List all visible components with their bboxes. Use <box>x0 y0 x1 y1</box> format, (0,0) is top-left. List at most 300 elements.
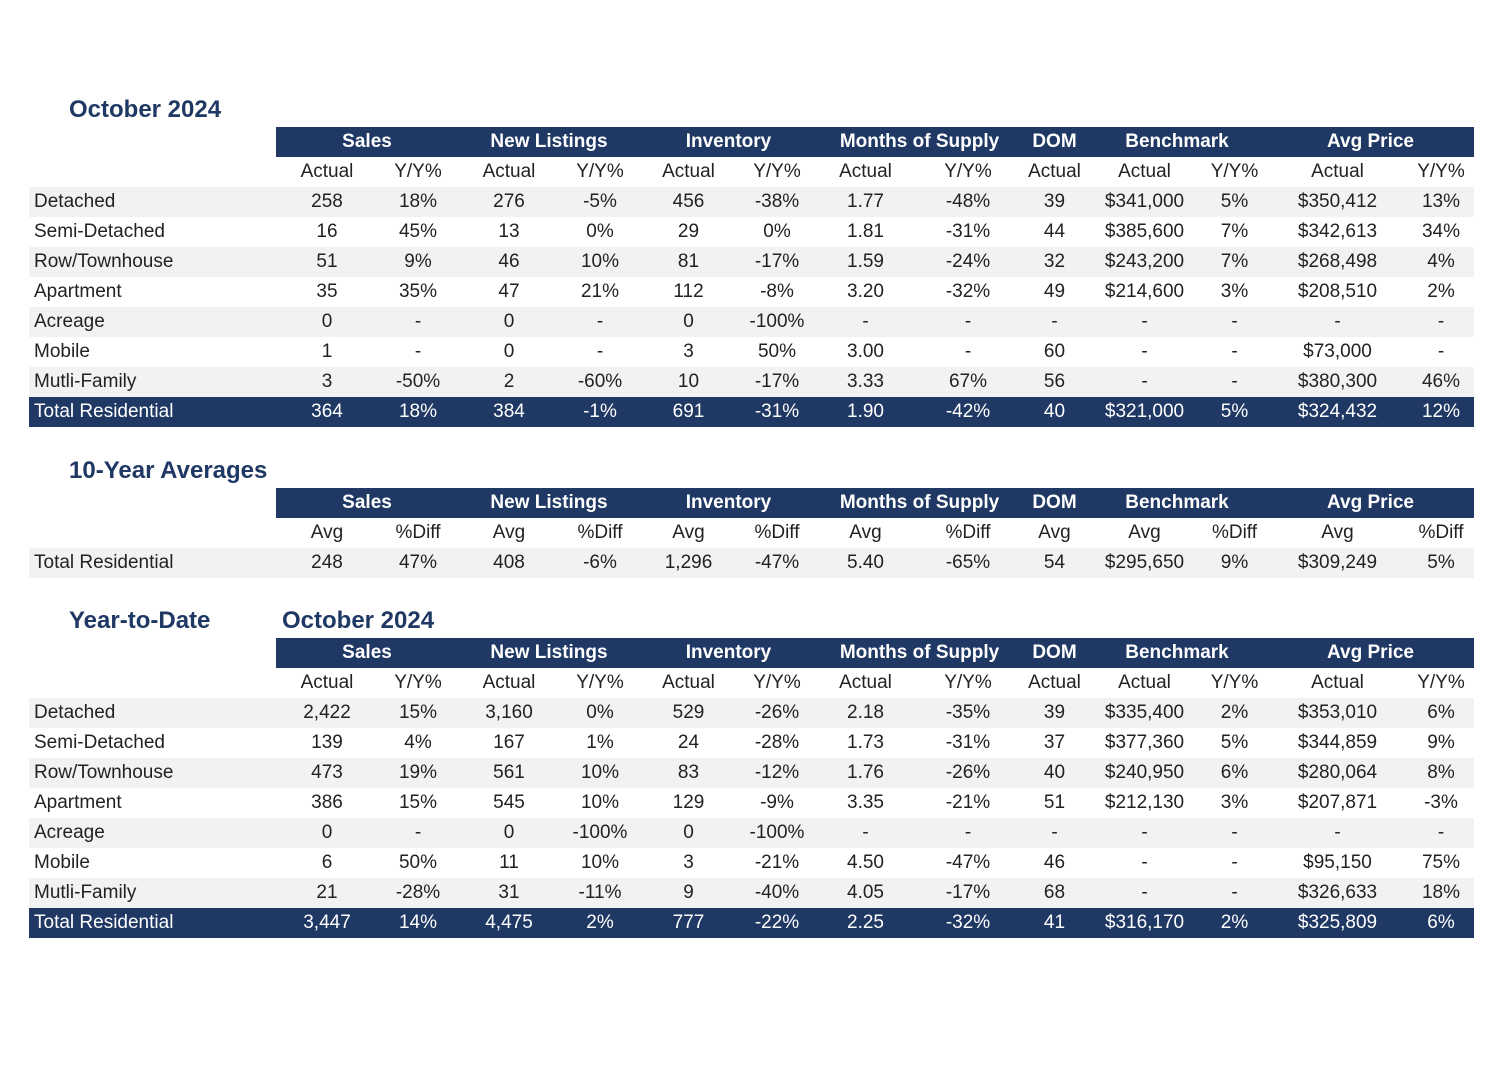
table-cell: 50% <box>757 341 797 362</box>
table-cell: $95,150 <box>1303 852 1372 873</box>
table-cell: 16 <box>316 221 338 242</box>
table-cell: - <box>1408 307 1474 337</box>
total-cell: 6% <box>1408 908 1474 938</box>
group-header: Months of Supply <box>817 127 1022 157</box>
table-cell: 1.81 <box>847 221 884 242</box>
row-label: Semi-Detached <box>34 221 165 242</box>
group-header: DOM <box>1022 488 1087 518</box>
table-cell: 3 <box>276 367 378 397</box>
total-cell: 14% <box>378 908 458 938</box>
total-row <box>29 908 1474 938</box>
total-cell: 384 <box>458 397 560 427</box>
table-cell: $380,300 <box>1267 367 1408 397</box>
table-cell: $385,600 <box>1104 221 1185 242</box>
table-cell: 11 <box>499 852 519 873</box>
total-row-label: Total Residential <box>29 397 276 427</box>
table-cell: -100% <box>560 818 640 848</box>
table-cell: -24% <box>914 247 1022 277</box>
table-row <box>29 728 1474 758</box>
table-cell: 83 <box>640 758 737 788</box>
table-cell: -35% <box>914 698 1022 728</box>
table-cell: 47 <box>498 281 520 302</box>
column-subheader: Y/Y% <box>753 161 801 182</box>
table-cell: - <box>817 818 914 848</box>
table-cell: $208,510 <box>1297 281 1378 302</box>
table-cell: - <box>914 307 1022 337</box>
column-subheader: Avg <box>672 522 705 543</box>
table-cell: 4% <box>404 732 432 753</box>
table-cell: - <box>1202 818 1267 848</box>
table-cell: $350,412 <box>1267 187 1408 217</box>
table-cell: 5% <box>1408 548 1474 578</box>
total-cell: -1% <box>560 397 640 427</box>
table-cell: 2,422 <box>276 698 378 728</box>
table-cell: $377,360 <box>1104 732 1185 753</box>
table-cell: - <box>596 341 604 362</box>
table-row <box>29 848 1474 878</box>
column-subheader: Avg <box>849 522 882 543</box>
table-cell: $341,000 <box>1087 187 1202 217</box>
column-subheader: Actual <box>1118 161 1171 182</box>
total-cell: 2.25 <box>817 908 914 938</box>
row-label: Row/Townhouse <box>29 758 276 788</box>
table-cell: 5.40 <box>817 548 914 578</box>
column-subheader: Actual <box>482 161 536 182</box>
table-cell: -26% <box>737 698 817 728</box>
table-cell: $309,249 <box>1267 548 1408 578</box>
table-cell: -31% <box>945 221 991 242</box>
table-cell: 31 <box>458 878 560 908</box>
table-cell: 21 <box>276 878 378 908</box>
column-subheader: Actual <box>1311 161 1364 182</box>
column-subheader: Y/Y% <box>944 672 992 693</box>
table-cell: 473 <box>276 758 378 788</box>
total-cell: 1.90 <box>817 397 914 427</box>
table-cell: $344,859 <box>1297 732 1378 753</box>
subheader-spacer <box>29 668 276 698</box>
table-cell: 32 <box>1022 247 1087 277</box>
table-cell: -17% <box>914 878 1022 908</box>
table-cell: 37 <box>1043 732 1066 753</box>
table-cell: $295,650 <box>1087 548 1202 578</box>
group-header: Avg Price <box>1267 127 1474 157</box>
table-cell: - <box>1267 307 1408 337</box>
table-cell: 10% <box>580 852 620 873</box>
table-cell: -6% <box>560 548 640 578</box>
subheader-row <box>29 518 1474 548</box>
total-row-label: Total Residential <box>29 908 276 938</box>
group-header: Avg Price <box>1267 638 1474 668</box>
table-cell: 13 <box>498 221 520 242</box>
column-subheader: Actual <box>1028 161 1081 182</box>
table-cell: 18% <box>378 187 458 217</box>
table-cell: 10 <box>640 367 737 397</box>
table-cell: $243,200 <box>1087 247 1202 277</box>
table-cell: 15% <box>378 698 458 728</box>
table-cell: -26% <box>914 758 1022 788</box>
table-cell: 75% <box>1421 852 1461 873</box>
table-cell: -8% <box>760 281 794 302</box>
table-cell: 50% <box>398 852 438 873</box>
table-cell: -65% <box>914 548 1022 578</box>
table-cell: 1.76 <box>817 758 914 788</box>
table-cell: 0 <box>503 341 515 362</box>
column-subheader: Actual <box>662 672 715 693</box>
table-cell: 1 <box>321 341 333 362</box>
column-subheader: Actual <box>1311 672 1364 693</box>
column-subheader: Y/Y% <box>1210 161 1259 182</box>
group-header: New Listings <box>458 488 640 518</box>
group-header: New Listings <box>458 638 640 668</box>
table-cell: 3 <box>683 852 694 873</box>
total-cell: 3,447 <box>276 908 378 938</box>
table-cell: -47% <box>945 852 991 873</box>
table-row <box>29 548 1474 578</box>
table-cell: 6% <box>1202 758 1267 788</box>
column-subheader: Y/Y% <box>1417 672 1465 693</box>
table-cell: - <box>1141 341 1148 362</box>
total-cell: $316,170 <box>1087 908 1202 938</box>
table-cell: 24 <box>677 732 700 753</box>
table-cell: $353,010 <box>1267 698 1408 728</box>
table-row <box>29 307 1474 337</box>
ten-year-averages-table <box>29 488 1474 578</box>
table-cell: 0 <box>276 818 378 848</box>
ytd-section-title: Year-to-Date <box>69 607 211 634</box>
ytd-stats-table <box>29 638 1474 938</box>
table-cell: -21% <box>945 792 991 813</box>
averages-section-title: 10-Year Averages <box>69 457 268 484</box>
row-label: Row/Townhouse <box>29 247 276 277</box>
table-cell: 561 <box>458 758 560 788</box>
table-cell: $207,871 <box>1297 792 1378 813</box>
table-cell: 3 <box>683 341 694 362</box>
total-cell: 5% <box>1202 397 1267 427</box>
row-label: Apartment <box>34 792 122 813</box>
table-row <box>29 698 1474 728</box>
table-cell: - <box>1267 818 1408 848</box>
table-row <box>29 367 1474 397</box>
table-cell: 167 <box>493 732 525 753</box>
table-cell: 0% <box>560 698 640 728</box>
table-row <box>29 217 1474 247</box>
group-header: Benchmark <box>1087 127 1267 157</box>
table-cell: 3.35 <box>847 792 884 813</box>
row-label: Mutli-Family <box>29 878 276 908</box>
table-row <box>29 818 1474 848</box>
total-row <box>29 397 1474 427</box>
table-cell: - <box>1087 878 1202 908</box>
table-cell: -28% <box>754 732 800 753</box>
table-row <box>29 878 1474 908</box>
table-row <box>29 277 1474 307</box>
total-cell: $325,809 <box>1267 908 1408 938</box>
row-label: Semi-Detached <box>34 732 165 753</box>
column-subheader: %Diff <box>395 522 441 543</box>
table-cell: 40 <box>1022 758 1087 788</box>
table-cell: - <box>1087 367 1202 397</box>
column-subheader: Avg <box>310 522 344 543</box>
table-cell: 2% <box>1427 281 1455 302</box>
table-cell: - <box>1202 307 1267 337</box>
table-cell: 47% <box>378 548 458 578</box>
subheader-spacer <box>29 518 276 548</box>
table-row <box>29 758 1474 788</box>
column-subheader: %Diff <box>577 522 623 543</box>
total-cell: 41 <box>1022 908 1087 938</box>
table-cell: $73,000 <box>1303 341 1372 362</box>
table-cell: 51 <box>276 247 378 277</box>
table-cell: 0 <box>276 307 378 337</box>
column-subheader: Avg <box>1128 522 1161 543</box>
table-cell: -100% <box>737 818 817 848</box>
total-cell: $324,432 <box>1267 397 1408 427</box>
column-subheader: Avg <box>1321 522 1354 543</box>
total-cell: -42% <box>914 397 1022 427</box>
table-cell: 1,296 <box>640 548 737 578</box>
group-header-row <box>29 638 1474 668</box>
group-header-row <box>29 488 1474 518</box>
table-row <box>29 337 1474 367</box>
table-cell: 4% <box>1408 247 1474 277</box>
table-cell: 2 <box>458 367 560 397</box>
table-cell: 456 <box>640 187 737 217</box>
table-cell: 129 <box>672 792 705 813</box>
table-cell: 1.77 <box>817 187 914 217</box>
table-cell: -48% <box>914 187 1022 217</box>
table-cell: - <box>414 341 422 362</box>
column-subheader: Y/Y% <box>576 161 624 182</box>
table-cell: 18% <box>1408 878 1474 908</box>
table-cell: 34% <box>1421 221 1461 242</box>
table-cell: - <box>1408 818 1474 848</box>
header-spacer <box>29 638 276 668</box>
table-cell: 9% <box>378 247 458 277</box>
table-cell: 545 <box>493 792 525 813</box>
table-cell: -11% <box>560 878 640 908</box>
table-cell: 29 <box>677 221 700 242</box>
table-cell: 46% <box>1408 367 1474 397</box>
column-subheader: Y/Y% <box>394 672 442 693</box>
table-cell: - <box>378 307 458 337</box>
table-cell: $342,613 <box>1297 221 1378 242</box>
row-label: Acreage <box>29 307 276 337</box>
table-cell: 3,160 <box>458 698 560 728</box>
table-cell: - <box>1087 818 1202 848</box>
column-subheader: Y/Y% <box>753 672 801 693</box>
total-cell: 4,475 <box>458 908 560 938</box>
total-cell: $321,000 <box>1087 397 1202 427</box>
table-cell: 46 <box>458 247 560 277</box>
table-cell: -12% <box>737 758 817 788</box>
column-subheader: Y/Y% <box>576 672 624 693</box>
total-cell: -31% <box>737 397 817 427</box>
table-cell: 5% <box>1220 732 1249 753</box>
table-cell: - <box>964 341 972 362</box>
table-cell: -17% <box>737 247 817 277</box>
group-header: DOM <box>1022 127 1087 157</box>
table-cell: 7% <box>1202 247 1267 277</box>
table-cell: -31% <box>945 732 991 753</box>
table-cell: 9% <box>1427 732 1455 753</box>
table-cell: - <box>1141 852 1148 873</box>
table-cell: 8% <box>1408 758 1474 788</box>
table-cell: $212,130 <box>1104 792 1185 813</box>
table-cell: -100% <box>737 307 817 337</box>
table-cell: 3% <box>1220 281 1249 302</box>
table-cell: 0% <box>586 221 614 242</box>
row-label: Acreage <box>29 818 276 848</box>
subheader-row <box>29 157 1474 187</box>
table-cell: 408 <box>458 548 560 578</box>
table-cell: -32% <box>945 281 991 302</box>
table-cell: - <box>378 818 458 848</box>
column-subheader: Y/Y% <box>394 161 442 182</box>
table-cell: 10% <box>580 792 620 813</box>
group-header: Months of Supply <box>817 638 1022 668</box>
total-cell: 12% <box>1408 397 1474 427</box>
table-cell: - <box>1022 307 1087 337</box>
table-cell: 0 <box>640 307 737 337</box>
column-subheader: Y/Y% <box>1417 161 1465 182</box>
table-cell: $280,064 <box>1267 758 1408 788</box>
table-cell: 35% <box>398 281 438 302</box>
column-subheader: %Diff <box>1418 522 1464 543</box>
table-cell: 49 <box>1043 281 1066 302</box>
table-cell: -9% <box>760 792 794 813</box>
table-cell: 3% <box>1220 792 1249 813</box>
total-cell: 2% <box>1202 908 1267 938</box>
group-header: Avg Price <box>1267 488 1474 518</box>
table-cell: -28% <box>378 878 458 908</box>
table-cell: 10% <box>560 758 640 788</box>
table-cell: 54 <box>1022 548 1087 578</box>
table-cell: 35 <box>316 281 338 302</box>
group-header: Benchmark <box>1087 638 1267 668</box>
total-cell: -32% <box>914 908 1022 938</box>
table-cell: 258 <box>276 187 378 217</box>
table-cell: $335,400 <box>1087 698 1202 728</box>
table-cell: 81 <box>640 247 737 277</box>
table-cell: - <box>817 307 914 337</box>
table-cell: 2% <box>1202 698 1267 728</box>
table-cell: 276 <box>458 187 560 217</box>
table-cell: 5% <box>1202 187 1267 217</box>
row-label: Mutli-Family <box>29 367 276 397</box>
monthly-section-title: October 2024 <box>69 96 222 123</box>
column-subheader: Y/Y% <box>1210 672 1259 693</box>
header-spacer <box>29 127 276 157</box>
table-cell: 1.59 <box>817 247 914 277</box>
table-cell: 1% <box>586 732 614 753</box>
group-header: Benchmark <box>1087 488 1267 518</box>
table-row <box>29 788 1474 818</box>
row-label: Detached <box>29 698 276 728</box>
row-label: Apartment <box>34 281 122 302</box>
table-cell: 0 <box>458 307 560 337</box>
row-label: Total Residential <box>29 548 276 578</box>
table-cell: -17% <box>737 367 817 397</box>
table-cell: - <box>560 307 640 337</box>
group-header: Inventory <box>640 488 817 518</box>
column-subheader: Actual <box>662 161 715 182</box>
table-cell: -50% <box>378 367 458 397</box>
column-subheader: Y/Y% <box>944 161 992 182</box>
group-header: Sales <box>276 488 458 518</box>
table-cell: - <box>1231 341 1238 362</box>
column-subheader: %Diff <box>1211 522 1258 543</box>
table-cell: 45% <box>398 221 438 242</box>
table-cell: 0 <box>458 818 560 848</box>
total-cell: 777 <box>640 908 737 938</box>
table-cell: 68 <box>1022 878 1087 908</box>
column-subheader: Avg <box>1038 522 1071 543</box>
table-cell: $240,950 <box>1087 758 1202 788</box>
table-cell: 112 <box>673 281 704 302</box>
group-header: Inventory <box>640 127 817 157</box>
table-cell: 7% <box>1220 221 1249 242</box>
table-cell: -5% <box>560 187 640 217</box>
total-cell: 364 <box>276 397 378 427</box>
table-cell: $268,498 <box>1267 247 1408 277</box>
row-label: Mobile <box>34 341 90 362</box>
group-header: Sales <box>276 638 458 668</box>
column-subheader: %Diff <box>945 522 991 543</box>
table-cell: 139 <box>311 732 343 753</box>
table-cell: 529 <box>640 698 737 728</box>
column-subheader: Actual <box>1118 672 1171 693</box>
table-cell: 39 <box>1022 698 1087 728</box>
table-cell: 13% <box>1408 187 1474 217</box>
row-label: Detached <box>29 187 276 217</box>
total-cell: -22% <box>737 908 817 938</box>
table-cell: $214,600 <box>1104 281 1185 302</box>
total-cell: 691 <box>640 397 737 427</box>
table-cell: 60 <box>1043 341 1066 362</box>
table-cell: 3.33 <box>817 367 914 397</box>
table-row <box>29 187 1474 217</box>
subheader-row <box>29 668 1474 698</box>
table-cell: - <box>1022 818 1087 848</box>
column-subheader: Actual <box>300 161 354 182</box>
table-cell: 19% <box>378 758 458 788</box>
table-cell: 15% <box>398 792 438 813</box>
total-cell: 2% <box>560 908 640 938</box>
table-cell: 39 <box>1022 187 1087 217</box>
table-cell: - <box>914 818 1022 848</box>
table-cell: $326,633 <box>1267 878 1408 908</box>
table-cell: 44 <box>1043 221 1066 242</box>
column-subheader: Avg <box>492 522 526 543</box>
ytd-period-title: October 2024 <box>282 607 435 634</box>
table-cell: 0 <box>640 818 737 848</box>
header-spacer <box>29 488 276 518</box>
table-cell: 3.00 <box>847 341 884 362</box>
table-cell: 248 <box>276 548 378 578</box>
table-cell: 51 <box>1043 792 1066 813</box>
table-cell: -47% <box>737 548 817 578</box>
table-cell: 21% <box>580 281 620 302</box>
table-cell: -3% <box>1424 792 1458 813</box>
subheader-spacer <box>29 157 276 187</box>
group-header: Months of Supply <box>817 488 1022 518</box>
table-cell: - <box>1202 878 1267 908</box>
group-header: New Listings <box>458 127 640 157</box>
table-cell: -38% <box>737 187 817 217</box>
table-cell: 6 <box>321 852 333 873</box>
table-cell: 9% <box>1202 548 1267 578</box>
table-cell: -21% <box>754 852 800 873</box>
